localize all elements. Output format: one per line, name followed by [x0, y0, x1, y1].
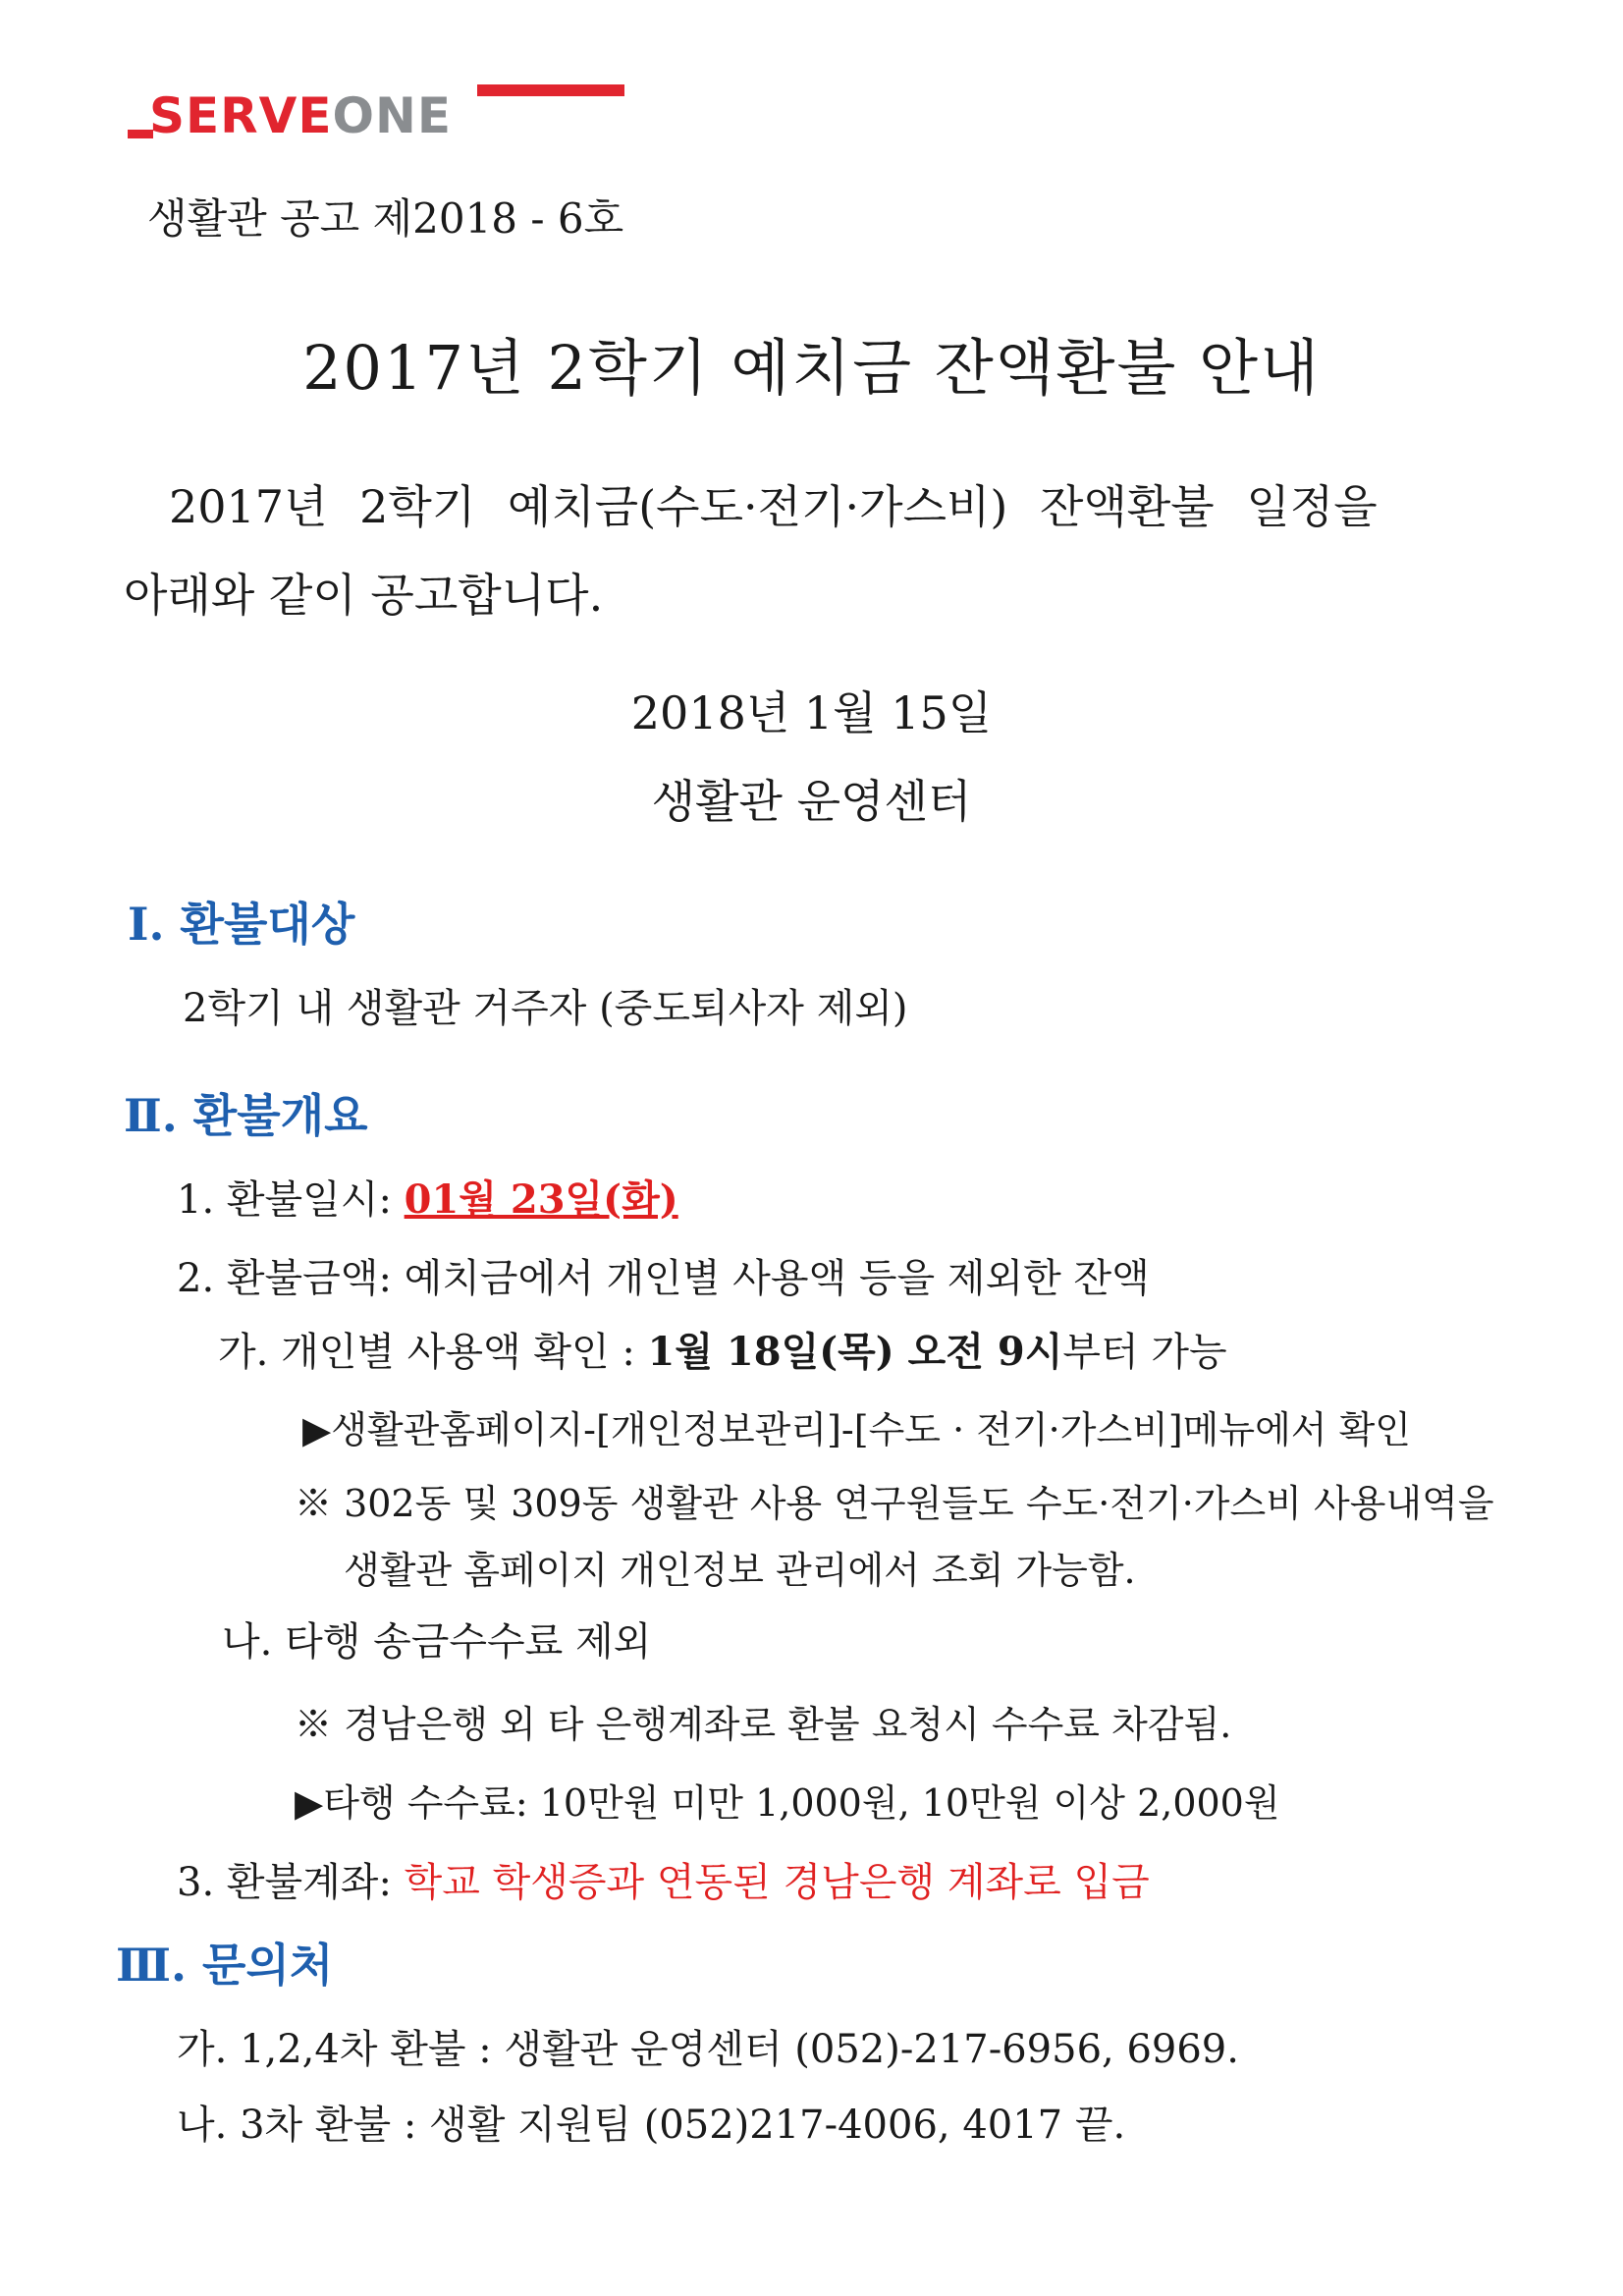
refund-date-label: 1. 환불일시:	[177, 1177, 405, 1223]
refund-date-item	[177, 1169, 678, 1225]
usage-check-datetime: 1월 18일(목) 오전 9시	[647, 1329, 1063, 1375]
intro-line-1: 2017년 2학기 예치금(수도·전기·가스비) 잔액환불 일정을	[169, 480, 1378, 533]
researcher-note-line-1: ※ 302동 및 309동 생활관 사용 연구원들도 수도·전기·가스비 사용내역을	[295, 1482, 1494, 1525]
document-title: 2017년 2학기 예치금 잔액환불 안내	[302, 332, 1321, 404]
transfer-fee-item: 나. 타행 송금수수료 제외	[222, 1619, 652, 1665]
refund-target-text: 2학기 내 생활관 거주자 (중도퇴사자 제외)	[183, 986, 908, 1031]
section-3-heading: Ⅲ. 문의처	[116, 1939, 334, 1992]
notice-date: 2018년 1월 15일	[630, 686, 993, 739]
refund-account-label: 3. 환불계좌:	[177, 1860, 405, 1905]
intro-line-2: 아래와 같이 공고합니다.	[124, 569, 604, 622]
refund-amount-item: 2. 환불금액: 예치금에서 개인별 사용액 등을 제외한 잔액	[177, 1256, 1150, 1301]
researcher-note-line-2: 생활관 홈페이지 개인정보 관리에서 조회 가능함.	[344, 1549, 1136, 1592]
section-2-heading: Ⅱ. 환불개요	[124, 1089, 368, 1142]
logo-text-serve: SERVE	[149, 87, 333, 144]
refund-date-value: 01월 23일(화)	[404, 1176, 678, 1223]
usage-check-prefix: 가. 개인별 사용액 확인 :	[218, 1330, 648, 1375]
transfer-fee-rates: ▶타행 수수료: 10만원 미만 1,000원, 10만원 이상 2,000원	[295, 1781, 1280, 1825]
logo-text	[149, 88, 452, 143]
notice-number: 생활관 공고 제2018 - 6호	[147, 194, 624, 243]
transfer-fee-note: ※ 경남은행 외 타 은행계좌로 환불 요청시 수수료 차감됨.	[295, 1703, 1232, 1746]
refund-account-item	[177, 1851, 1150, 1907]
logo-red-bar	[477, 84, 624, 96]
serveone-logo	[128, 84, 511, 143]
refund-account-value: 학교 학생증과 연동된 경남은행 계좌로 입금	[404, 1860, 1150, 1905]
usage-check-suffix: 부터 가능	[1062, 1330, 1227, 1375]
usage-check-item	[218, 1321, 1227, 1377]
section-1-heading: Ⅰ. 환불대상	[128, 898, 355, 951]
logo-text-one: ONE	[332, 87, 453, 144]
usage-check-menu-path: ▶생활관홈페이지-[개인정보관리]-[수도 · 전기·가스비]메뉴에서 확인	[302, 1408, 1412, 1451]
issuing-organization: 생활관 운영센터	[651, 775, 972, 828]
contact-line-1: 가. 1,2,4차 환불 : 생활관 운영센터 (052)-217-6956, 6969.	[177, 2027, 1239, 2072]
contact-line-2: 나. 3차 환불 : 생활 지원팀 (052)217-4006, 4017 끝.	[177, 2103, 1126, 2148]
